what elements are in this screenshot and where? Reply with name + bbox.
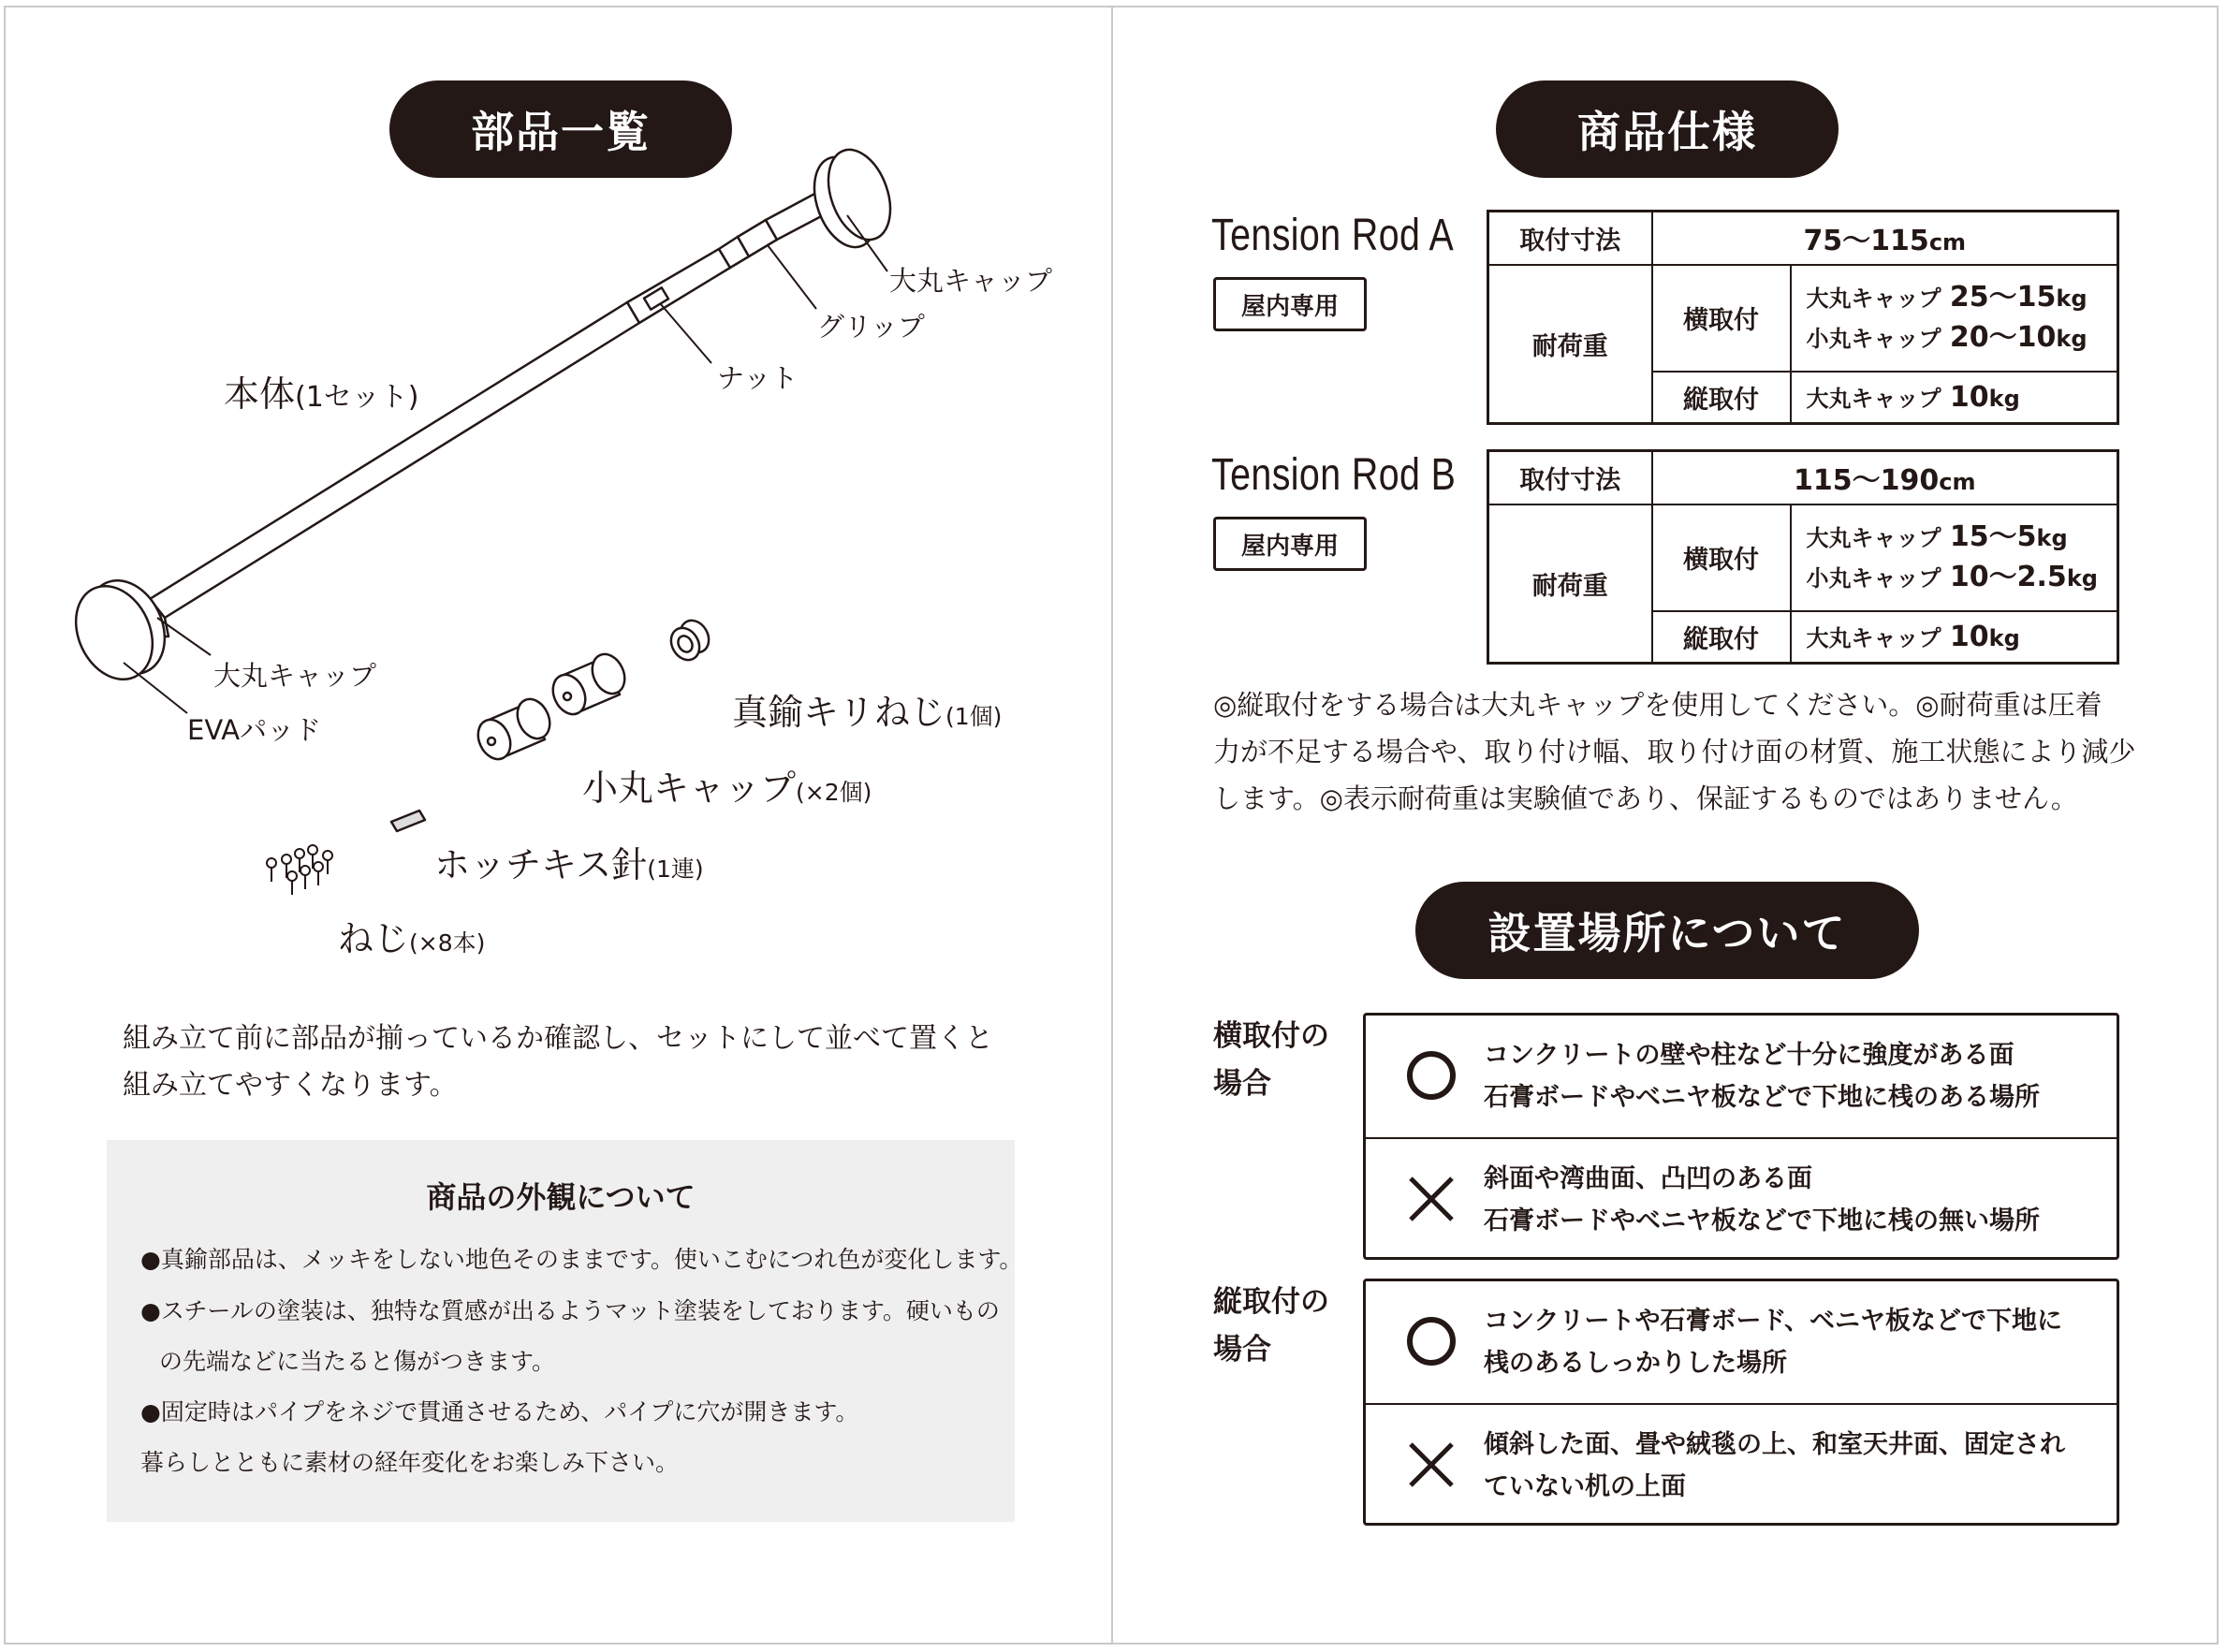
small-cap-2 [547, 649, 631, 719]
rod-b-size-cell [1652, 451, 2118, 504]
rod-inner-pipe [627, 249, 730, 323]
rod-b-h1-value: 15～5 [1949, 519, 2037, 553]
rod-b-size-unit: cm [1939, 469, 1976, 496]
eva-pad-label: EVAパッド [187, 714, 322, 746]
brass-screw-name: 真鍮キリねじ [732, 692, 946, 733]
cross-ng-icon [1403, 1437, 1459, 1493]
parts-list-header: 部品一覧 [389, 80, 732, 178]
rod-b-v-cap: 大丸キャップ [1806, 625, 1941, 652]
vertical-ok-text [1484, 1300, 2062, 1384]
vertical-ng-text [1484, 1424, 2065, 1508]
spec-note-3: します。◎表示耐荷重は実験値であり、保証するものではありません。 [1213, 782, 2078, 814]
rod-a-h1-value: 25～15 [1949, 280, 2057, 314]
rod-a-title: Tension Rod A [1211, 211, 1455, 260]
grip-label: グリップ [817, 311, 925, 343]
rod-b-title: Tension Rod B [1211, 450, 1457, 500]
small-cap-count: (×2個) [796, 779, 872, 806]
rod-b-h1-unit: kg [2036, 524, 2068, 551]
rod-a-size-label: 取付寸法 [1488, 212, 1652, 265]
horizontal-case-label [1213, 1013, 1329, 1108]
rod-b-v-unit: kg [1988, 625, 2020, 652]
screws-label [338, 910, 485, 961]
big-cap-bottom-label: 大丸キャップ [213, 660, 377, 692]
appearance-bullet-2b: の先端などに当たると傷がつきます。 [159, 1348, 556, 1375]
brass-screw-label [732, 683, 1002, 735]
rod-b-horizontal-label: 横取付 [1652, 504, 1791, 611]
rod-pipe [150, 302, 639, 618]
horizontal-ok-line-1: コンクリートの壁や柱など十分に強度がある面 [1484, 1041, 2015, 1070]
rod-a-h2-unit: kg [2056, 325, 2088, 352]
staple [391, 811, 425, 831]
horizontal-ok-text [1484, 1034, 2040, 1118]
rod-b-h2-cap: 小丸キャップ [1806, 564, 1941, 592]
horizontal-ok-row [1366, 1016, 2117, 1137]
circle-ok-icon [1403, 1313, 1459, 1369]
body-name: 本体 [224, 373, 296, 415]
horizontal-case-line-1: 横取付の [1213, 1019, 1329, 1053]
rod-b-h2-value: 10～2.5 [1949, 560, 2067, 593]
vertical-ng-line-1: 傾斜した面、畳や絨毯の上、和室天井面、固定され [1484, 1430, 2065, 1459]
vertical-case-label [1213, 1279, 1329, 1374]
screws [267, 845, 332, 895]
rod-a-vertical-values [1791, 372, 2118, 424]
small-cap-name: 小丸キャップ [582, 768, 797, 809]
small-cap-label [582, 759, 872, 811]
vertical-case-line-2: 場合 [1213, 1333, 1271, 1367]
appearance-bullet-3: ●固定時はパイプをネジで貫通させるため、パイプに穴が開きます。 [140, 1398, 859, 1425]
brass-screw [666, 615, 714, 665]
body-label [224, 365, 419, 417]
staple-label [434, 836, 704, 887]
appearance-bullet-2a: ●スチールの塗装は、独特な質感が出るようマット塗装をしております。硬いもの [140, 1297, 1000, 1324]
rod-a-size-value: 75～115 [1803, 225, 1929, 258]
rod-a-horizontal-values [1791, 265, 2118, 372]
rod-b-vertical-values [1791, 611, 2118, 664]
screws-name: ねじ [338, 918, 410, 959]
screws-count: (×8本) [409, 929, 486, 957]
rod-b-size-label: 取付寸法 [1488, 451, 1652, 504]
rod-b-indoor-badge: 屋内専用 [1213, 517, 1367, 571]
spec-note-1: ◎縦取付をする場合は大丸キャップを使用してください。◎耐荷重は圧着 [1213, 689, 2102, 721]
leader-grip [768, 245, 816, 309]
horizontal-ng-text [1484, 1158, 2040, 1242]
rod-a-h1-unit: kg [2056, 285, 2088, 312]
rod-a-indoor-badge: 屋内専用 [1213, 277, 1367, 331]
cross-ng-icon [1403, 1171, 1459, 1227]
rod-a-spec-table [1487, 210, 2119, 425]
rod-a-v-unit: kg [1988, 386, 2020, 413]
rod-b-h1-cap: 大丸キャップ [1806, 524, 1941, 551]
rod-b-h2-unit: kg [2066, 564, 2098, 592]
rod-b-load-label: 耐荷重 [1488, 504, 1652, 664]
circle-ok-icon [1403, 1047, 1459, 1104]
vertical-ng-row [1366, 1403, 2117, 1525]
spec-note-2: 力が不足する場合や、取り付け幅、取り付け面の材質、施工状態により減少 [1213, 736, 2136, 768]
rod-b-v-value: 10 [1949, 621, 1989, 654]
rod-a-h1-cap: 大丸キャップ [1806, 285, 1941, 312]
horizontal-case-line-2: 場合 [1213, 1067, 1271, 1101]
vertical-ok-line-1: コンクリートや石膏ボード、ベニヤ板などで下地に [1484, 1307, 2063, 1336]
rod-a-h2-cap: 小丸キャップ [1806, 325, 1941, 352]
rod-a-load-label: 耐荷重 [1488, 265, 1652, 424]
leader-eva [124, 663, 187, 713]
rod-a-size-cell [1652, 212, 2118, 265]
appearance-bullet-1: ●真鍮部品は、メッキをしない地色そのままです。使いこむにつれ色が変化します。 [140, 1246, 1023, 1273]
rod-b-spec-table [1487, 449, 2119, 665]
placement-header: 設置場所について [1415, 882, 1919, 979]
staple-name: ホッチキス針 [434, 844, 648, 885]
appearance-closing: 暮らしとともに素材の経年変化をお楽しみ下さい。 [140, 1449, 680, 1476]
vertical-ng-line-2: ていない机の上面 [1484, 1472, 1686, 1501]
spec-header: 商品仕様 [1496, 80, 1839, 178]
vertical-ok-row [1366, 1281, 2117, 1403]
brass-screw-count: (1個) [945, 703, 1003, 730]
center-divider [1111, 6, 1113, 1645]
horizontal-ng-row [1366, 1137, 2117, 1259]
rod-b-horizontal-values [1791, 504, 2118, 611]
small-cap-1 [472, 694, 556, 764]
rod-b-size-value: 115～190 [1794, 464, 1940, 498]
rod-a-horizontal-label: 横取付 [1652, 265, 1791, 372]
horizontal-ng-line-1: 斜面や湾曲面、凸凹のある面 [1484, 1164, 1812, 1193]
rod-a-h2-value: 20～10 [1949, 320, 2057, 354]
vertical-placement-box [1363, 1279, 2119, 1526]
horizontal-placement-box [1363, 1013, 2119, 1260]
intro-line-2: 組み立てやすくなります。 [123, 1069, 458, 1102]
appearance-title: 商品の外観について [426, 1179, 696, 1215]
body-count: (1セット) [295, 381, 419, 414]
staple-count: (1連) [647, 855, 704, 883]
intro-line-1: 組み立て前に部品が揃っているか確認し、セットにして並べて置くと [123, 1022, 993, 1055]
leader-nut [660, 303, 711, 363]
vertical-case-line-1: 縦取付の [1213, 1285, 1329, 1319]
rod-a-vertical-label: 縦取付 [1652, 372, 1791, 424]
rod-b-vertical-label: 縦取付 [1652, 611, 1791, 664]
big-cap-top-label: 大丸キャップ [889, 265, 1053, 297]
horizontal-ok-line-2: 石膏ボードやベニヤ板などで下地に桟のある場所 [1484, 1083, 2040, 1112]
rod-a-v-value: 10 [1949, 381, 1989, 415]
nut-label: ナット [717, 362, 798, 394]
rod-a-size-unit: cm [1928, 229, 1967, 256]
rod-a-v-cap: 大丸キャップ [1806, 386, 1941, 413]
vertical-ok-line-2: 桟のあるしっかりした場所 [1484, 1349, 1787, 1378]
horizontal-ng-line-2: 石膏ボードやベニヤ板などで下地に桟の無い場所 [1484, 1206, 2040, 1235]
